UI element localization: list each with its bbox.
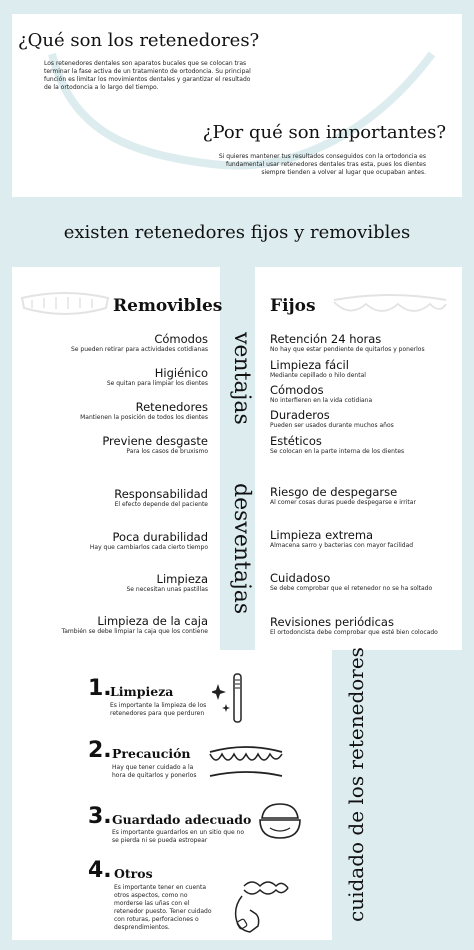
toothbrush-icon <box>212 668 252 728</box>
removibles-ventaja-3: Retenedores Mantienen la posición de todos los dientes <box>80 400 208 421</box>
step-3-title: Guardado adecuado <box>112 812 252 827</box>
hand-retainer-icon <box>222 876 292 936</box>
step-1-desc: Es importante la limpieza de los retenedores para que perduren <box>110 702 207 717</box>
intro-title-1: ¿Qué son los retenedores? <box>18 30 260 51</box>
fijos-ventaja-3: Cómodos No interfieren en la vida cotidiana <box>270 383 373 404</box>
banner-title: existen retenedores fijos y removibles <box>63 222 411 243</box>
removibles-heading: Removibles <box>113 296 223 316</box>
removibles-ventaja-1: Cómodos Se pueden retirar para actividades cotidianas <box>71 332 208 353</box>
fijos-desventaja-1: Riesgo de despegarse Al comer cosas duras puede despegarse e irritar <box>270 485 416 506</box>
step-2-desc: Hay que tener cuidado a la hora de quitarlos y ponerlos <box>112 764 197 779</box>
intro-body-1: Los retenedores dentales son aparatos bucales que se colocan tras terminar la fase activa de un tratamiento de ortodoncia. Su principal función es limitar los movimientos dentales y garantizar el resultado de la ortodoncia a lo largo del tiempo. <box>44 60 251 91</box>
removibles-desventaja-4: Limpieza de la caja También se debe limpiar la caja que los contiene <box>61 614 208 635</box>
retainer-case-icon <box>256 800 304 842</box>
step-4-number: 4. <box>88 858 112 883</box>
removibles-desventaja-2: Poca durabilidad Hay que cambiarlos cada cierto tiempo <box>89 530 208 551</box>
desventajas-vertical-label: desventajas <box>229 483 254 615</box>
retainer-teeth-icon <box>206 744 286 780</box>
step-2-number: 2. <box>88 738 112 763</box>
fixed-retainer-icon <box>330 292 450 324</box>
step-4-title: Otros <box>114 866 153 881</box>
removibles-ventaja-2: Higiénico Se quitan para limpiar los dientes <box>106 366 208 387</box>
step-3-number: 3. <box>88 804 112 829</box>
fijos-desventaja-4: Revisiones periódicas El ortodoncista debe comprobar que esté bien colocado <box>270 615 438 636</box>
step-2-title: Precaución <box>112 746 191 761</box>
step-1-number: 1. <box>88 676 112 701</box>
step-1-title: Limpieza <box>110 684 174 699</box>
intro-title-2: ¿Por qué son importantes? <box>202 122 446 143</box>
fijos-ventaja-2: Limpieza fácil Mediante cepillado o hilo dental <box>270 358 366 379</box>
care-vertical-title: cuidado de los retenedores <box>344 647 368 922</box>
intro-body-2: Si quieres mantener tus resultados conseguidos con la ortodoncia es fundamental usar retenedores dentales tras esta, pues los dientes siempre tienden a volver al lugar que ocupaban antes. <box>218 153 426 176</box>
removable-aligner-icon <box>20 292 110 324</box>
fijos-heading: Fijos <box>270 296 316 316</box>
removibles-desventaja-3: Limpieza Se necesitan unas pastillas <box>126 572 208 593</box>
fijos-ventaja-1: Retención 24 horas No hay que estar pendiente de quitarlos y ponerlos <box>270 332 425 353</box>
fijos-desventaja-3: Cuidadoso Se debe comprobar que el retenedor no se ha soltado <box>270 571 433 592</box>
fijos-ventaja-4: Duraderos Pueden ser usados durante muchos años <box>270 408 394 429</box>
removibles-desventaja-1: Responsabilidad El efecto depende del paciente <box>114 487 208 508</box>
fijos-ventaja-5: Estéticos Se colocan en la parte interna de los dientes <box>270 434 405 455</box>
step-4-desc: Es importante tener en cuenta otros aspectos, como no morderse las uñas con el retenedor puesto. Tener cuidado con roturas, perforaciones o desprendimientos. <box>114 884 212 931</box>
fijos-desventaja-2: Limpieza extrema Almacena sarro y bacterias con mayor facilidad <box>270 528 414 549</box>
ventajas-vertical-label: ventajas <box>229 332 254 425</box>
removibles-ventaja-4: Previene desgaste Para los casos de bruxismo <box>102 434 208 455</box>
step-3-desc: Es importante guardarlos en un sitio que no se pierda ni se pueda estropear <box>112 829 245 844</box>
